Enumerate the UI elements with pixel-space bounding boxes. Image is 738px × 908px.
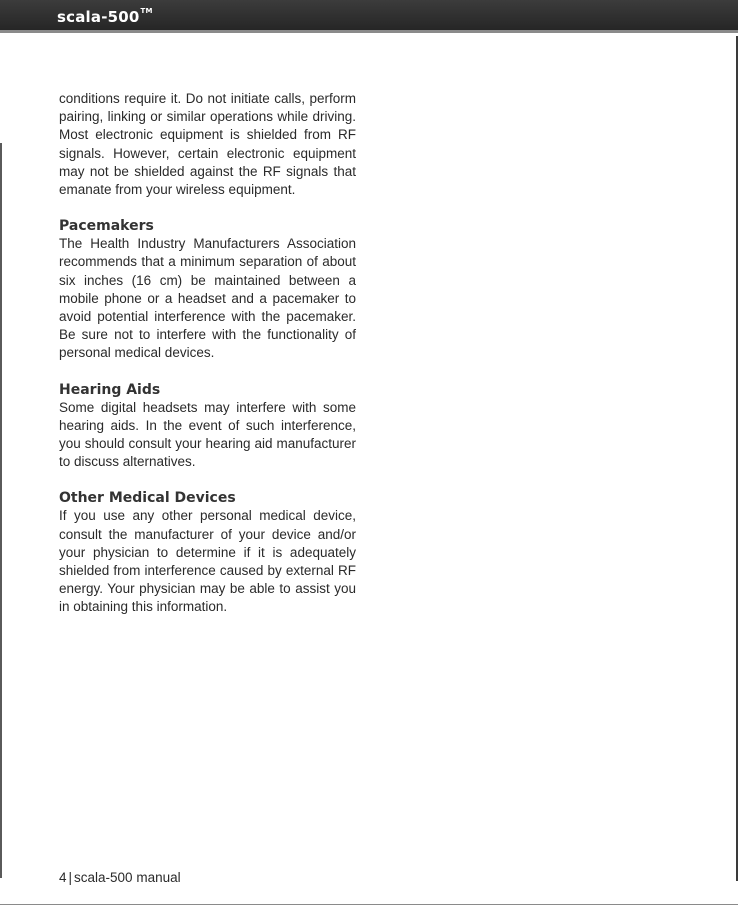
intro-paragraph: conditions require it. Do not initiate calls, perform pairing, linking or similar operations while driving. Most electronic equipment is shielded from RF signals. However, certain electronic equipment may not be shielded against the RF signals that emanate from your wireless equipment.: [59, 91, 356, 198]
section-gap: [59, 471, 356, 489]
other-medical-devices-heading: Other Medical Devices: [59, 490, 236, 507]
brand-title: [57, 8, 153, 26]
hearing-aids-heading: Hearing Aids: [59, 381, 161, 398]
hearing-aids-paragraph: Some digital headsets may interfere with some hearing aids. In the event of such interference, you should consult your hearing aid manufacturer to discuss alternatives.: [59, 399, 356, 470]
footer-separator: |: [68, 870, 73, 885]
pacemakers-heading: Pacemakers: [59, 218, 154, 235]
left-page-edge: [0, 143, 2, 878]
brand-name: scala-500: [57, 8, 140, 26]
pacemakers-paragraph: The Health Industry Manufacturers Association recommends that a minimum separation of about six inches (16 cm) be maintained between a mobile phone or a headset and a pacemaker to avoid potential interference with the pacemaker. Be sure not to interfere with the functionality of personal medical devices.: [59, 236, 356, 361]
section-gap: [59, 199, 356, 217]
section-gap: [59, 363, 356, 381]
trademark-mark: TM: [140, 7, 153, 15]
bottom-page-edge: [0, 904, 738, 908]
page-content: [59, 90, 356, 617]
page-footer: [59, 870, 181, 885]
manual-title: scala-500 manual: [74, 870, 181, 885]
page-number: 4: [59, 870, 67, 885]
header-bar: [0, 0, 738, 33]
other-medical-devices-paragraph: If you use any other personal medical device, consult the manufacturer of your device and/or your physician to determine if it is adequately shielded from interference caused by external RF energy. Your physician may be able to assist you in obtaining this information.: [59, 508, 356, 615]
